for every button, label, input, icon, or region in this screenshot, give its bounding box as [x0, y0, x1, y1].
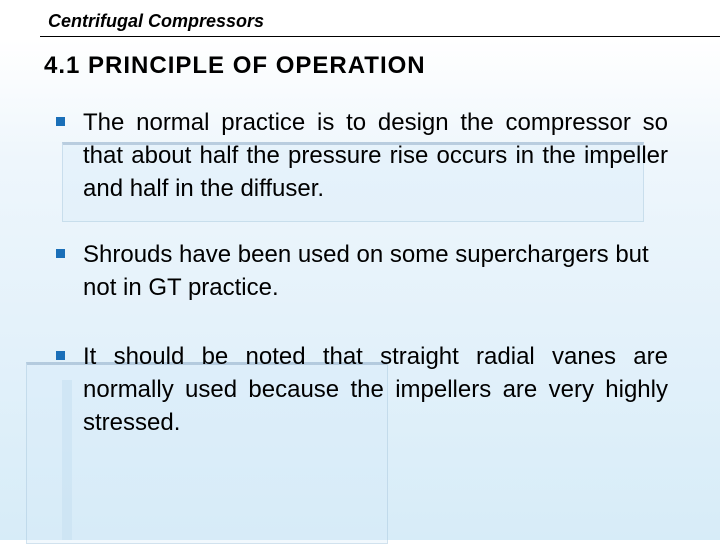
slide-header [0, 0, 720, 36]
header-title: Centrifugal Compressors [48, 11, 265, 31]
bullet-text: Shrouds have been used on some superchargers but not in GT practice. [83, 241, 649, 301]
bullet-item [56, 340, 668, 439]
bullet-text: It should be noted that straight radial vanes are normally used because the impellers are very highly stressed. [83, 343, 668, 436]
square-bullet-icon [56, 351, 65, 360]
bullet-item [56, 238, 668, 304]
square-bullet-icon [56, 117, 65, 126]
bullet-text: The normal practice is to design the compressor so that about half the pressure rise occurs in the impeller and half in the diffuser. [83, 109, 668, 202]
slide-heading: 4.1 PRINCIPLE OF OPERATION [44, 52, 426, 79]
header-divider [40, 36, 720, 37]
square-bullet-icon [56, 249, 65, 258]
bullet-item [56, 106, 668, 205]
bullet-list [56, 106, 668, 472]
